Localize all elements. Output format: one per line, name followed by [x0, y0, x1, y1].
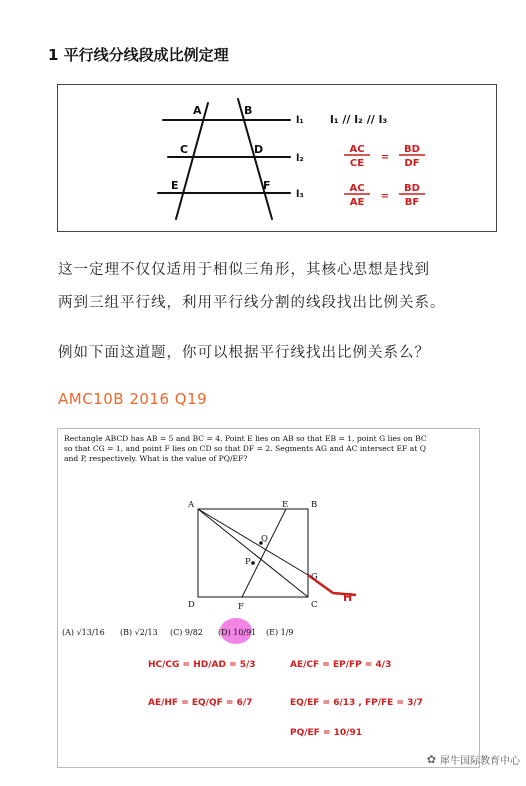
- problem-text: Rectangle ABCD has AB = 5 and BC = 4. Point E lies on AB so that EB = 1, point G lies on BC so that CG = 1, and point F lies on CD so that DF = 2. Segments AG and AC intersect EF at Q and P, respectively. What is the value of PQ/EF?: [64, 434, 427, 464]
- choice-c: (C) 9/82: [170, 628, 203, 637]
- label-l1: l₁: [296, 115, 304, 126]
- label-b: B: [244, 104, 253, 117]
- q-label-c: C: [311, 600, 318, 610]
- label-a: A: [193, 104, 202, 117]
- section-heading: 1 平行线分线段成比例定理: [48, 46, 229, 64]
- rectangle-diagram: [58, 429, 481, 769]
- choice-b: (B) √2/13: [120, 628, 158, 637]
- parallel-lines-diagram: [58, 85, 498, 233]
- choice-d: (D) 10/91: [218, 628, 257, 637]
- label-d: D: [254, 143, 264, 156]
- r2-den-l: AE: [349, 197, 365, 208]
- hw-a1: HC/CG = HD/AD = 5/3: [148, 660, 256, 670]
- amc-title: AMC10B 2016 Q19: [58, 390, 208, 408]
- q-label-q: Q: [261, 534, 268, 544]
- r1-den-r: DF: [404, 158, 420, 169]
- hw-a2: AE/HF = EQ/QF = 6/7: [148, 698, 253, 708]
- label-c: C: [180, 143, 189, 156]
- q-label-f: F: [238, 602, 244, 612]
- label-l2: l₂: [296, 153, 304, 164]
- label-l3: l₃: [296, 189, 304, 200]
- theorem-figure: [57, 84, 497, 232]
- svg-text:=: =: [380, 152, 390, 163]
- choice-a: (A) √13/16: [62, 628, 105, 637]
- hw-b2: EQ/EF = 6/13 , FP/FE = 3/7: [290, 698, 423, 708]
- svg-text:=: =: [380, 191, 390, 202]
- parallel-statement: l₁ // l₂ // l₃: [330, 113, 388, 126]
- r1-num-r: BD: [404, 144, 420, 155]
- wechat-icon: ✿: [426, 753, 436, 766]
- q-label-d: D: [188, 600, 195, 610]
- hw-b3: PQ/EF = 10/91: [290, 728, 362, 738]
- q-label-g: G: [311, 572, 318, 582]
- hw-b1: AE/CF = EP/FP = 4/3: [290, 660, 392, 670]
- paragraph-question: 例如下面这道题，你可以根据平行线找出比例关系么？: [58, 345, 430, 361]
- paragraph-line-1: 这一定理不仅仅适用于相似三角形，其核心思想是找到: [58, 262, 430, 278]
- amc-problem-figure: [57, 428, 480, 768]
- label-f: F: [263, 179, 271, 192]
- r2-num-l: AC: [349, 183, 365, 194]
- q-label-e: E: [282, 500, 289, 510]
- choice-e: (E) 1/9: [266, 628, 294, 637]
- watermark-text: 犀牛国际教育中心: [440, 756, 520, 767]
- r1-num-l: AC: [349, 144, 365, 155]
- q-label-a: A: [188, 500, 195, 510]
- label-e: E: [171, 179, 179, 192]
- paragraph-line-2: 两到三组平行线，利用平行线分割的线段找出比例关系。: [58, 295, 446, 311]
- r1-den-l: CE: [349, 158, 365, 169]
- r2-num-r: BD: [404, 183, 420, 194]
- r2-den-r: BF: [404, 197, 420, 208]
- q-label-p: P: [245, 557, 251, 567]
- q-label-h: H: [343, 591, 353, 604]
- q-label-b: B: [311, 500, 318, 510]
- watermark: [427, 752, 520, 767]
